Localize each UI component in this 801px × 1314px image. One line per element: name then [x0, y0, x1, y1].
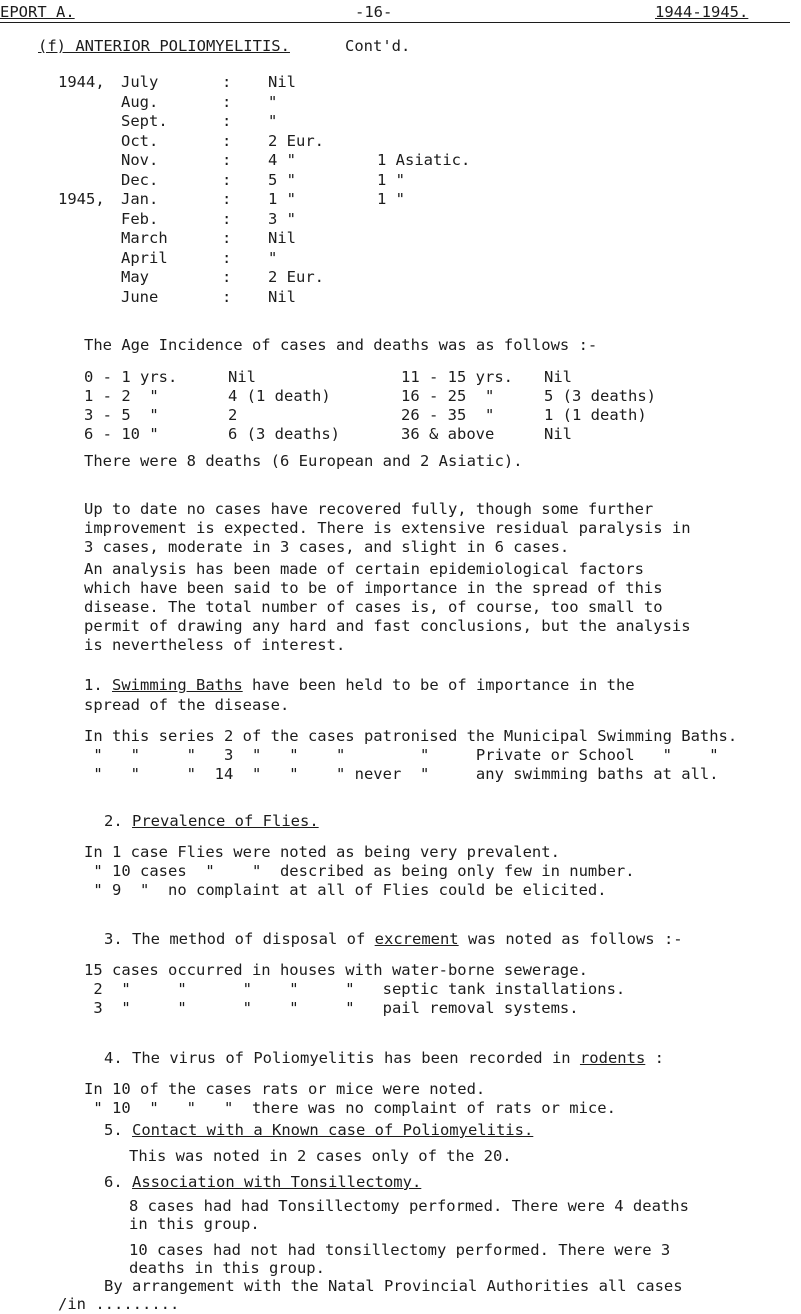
item3-row: 15 cases occurred in houses with water-borne sewerage.: [84, 961, 588, 979]
monthly-european: ": [268, 92, 278, 111]
analysis-line: which have been said to be of importance in the spread of this: [84, 579, 663, 597]
monthly-european: ": [268, 112, 278, 130]
item6-p2-line: deaths in this group.: [129, 1259, 325, 1277]
item1-line2: spread of the disease.: [84, 696, 290, 714]
item3-row: 3 " " " " " pail removal systems.: [84, 999, 579, 1017]
monthly-month: Dec.: [121, 170, 159, 189]
age-value: 4 (1 death): [228, 387, 331, 405]
catchword: /in .........: [58, 1295, 180, 1313]
age-intro: The Age Incidence of cases and deaths was as follows :-: [84, 336, 598, 354]
monthly-european: 1 ": [268, 190, 296, 208]
age-range: 6 - 10 ": [84, 425, 159, 443]
monthly-colon: :: [222, 268, 232, 286]
year-range: 1944-1945.: [655, 3, 749, 21]
section-title: (f) ANTERIOR POLIOMYELITIS.: [38, 37, 290, 55]
item1-heading-line: 1. Swimming Baths have been held to be of importance in the: [84, 676, 635, 694]
item3-heading: 3. The method of disposal of excrement was noted as follows :-: [104, 930, 683, 948]
recovery-line: Up to date no cases have recovered fully, though some further: [84, 500, 654, 518]
monthly-european: Nil: [268, 73, 296, 91]
recovery-line: improvement is expected. There is extensive residual paralysis in: [84, 519, 691, 537]
page-number: -16-: [355, 3, 393, 21]
footer-line: By arrangement with the Natal Provincial Authorities all cases: [104, 1277, 683, 1295]
age-range: 26 - 35 ": [401, 406, 495, 424]
monthly-colon: :: [222, 92, 232, 111]
age-range: 11 - 15 yrs.: [401, 368, 513, 386]
analysis-line: is nevertheless of interest.: [84, 636, 346, 654]
monthly-colon: :: [222, 229, 232, 247]
age-value: 6 (3 deaths): [228, 425, 340, 443]
item6-p1-line: in this group.: [129, 1215, 260, 1233]
item2-row: " 9 " no complaint at all of Flies could be elicited.: [84, 881, 607, 899]
monthly-colon: :: [222, 287, 232, 306]
item6-p2-line: 10 cases had not had tonsillectomy performed. There were 3: [129, 1241, 671, 1259]
item1-row: In this series 2 of the cases patronised the Municipal Swimming Baths.: [84, 727, 738, 745]
age-range: 36 & above: [401, 425, 495, 443]
item5-text: This was noted in 2 cases only of the 20.: [129, 1147, 512, 1165]
age-value: 1 (1 death): [544, 406, 647, 424]
monthly-european: Nil: [268, 287, 296, 306]
item6-p1-line: 8 cases had had Tonsillectomy performed. There were 4 deaths: [129, 1197, 689, 1215]
monthly-european: 4 ": [268, 151, 296, 169]
age-range: 3 - 5 ": [84, 406, 159, 424]
monthly-asiatic: 1 ": [377, 170, 405, 189]
item1-row: " " " 14 " " " never " any swimming baths at all.: [84, 765, 719, 783]
monthly-month: Aug.: [121, 92, 159, 111]
analysis-line: disease. The total number of cases is, of course, too small to: [84, 598, 663, 616]
monthly-month: Sept.: [121, 112, 168, 130]
item1-row: " " " 3 " " " " Private or School " ": [84, 746, 719, 764]
item3-row: 2 " " " " " septic tank installations.: [84, 980, 626, 998]
age-value: Nil: [544, 425, 572, 443]
monthly-colon: :: [222, 170, 232, 189]
monthly-month: Jan.: [121, 190, 159, 208]
monthly-colon: :: [222, 112, 232, 130]
analysis-line: An analysis has been made of certain epidemiological factors: [84, 560, 644, 578]
monthly-colon: :: [222, 131, 232, 150]
monthly-european: ": [268, 248, 278, 267]
monthly-european: 5 ": [268, 170, 296, 189]
monthly-month: April: [121, 248, 168, 267]
monthly-colon: :: [222, 151, 232, 169]
report-label: EPORT A.: [0, 3, 75, 21]
monthly-month: Oct.: [121, 131, 159, 150]
analysis-line: permit of drawing any hard and fast conclusions, but the analysis: [84, 617, 691, 635]
monthly-month: Feb.: [121, 209, 159, 228]
monthly-year: 1945,: [58, 190, 105, 208]
age-value: 2: [228, 406, 238, 424]
header-rule: [0, 22, 790, 23]
item6-heading: 6. Association with Tonsillectomy.: [104, 1173, 422, 1191]
item2-heading: 2. Prevalence of Flies.: [104, 812, 319, 830]
monthly-asiatic: 1 ": [377, 190, 405, 208]
item2-row: " 10 cases " " described as being only few in number.: [84, 862, 635, 880]
monthly-european: 2 Eur.: [268, 268, 324, 286]
recovery-line: 3 cases, moderate in 3 cases, and slight in 6 cases.: [84, 538, 570, 556]
monthly-month: March: [121, 229, 168, 247]
monthly-month: July: [121, 73, 159, 91]
monthly-month: Nov.: [121, 151, 159, 169]
monthly-european: Nil: [268, 229, 296, 247]
item4-row: In 10 of the cases rats or mice were noted.: [84, 1080, 486, 1098]
age-range: 1 - 2 ": [84, 387, 159, 405]
age-value: 5 (3 deaths): [544, 387, 656, 405]
monthly-european: 3 ": [268, 209, 296, 228]
item5-heading: 5. Contact with a Known case of Poliomyelitis.: [104, 1121, 534, 1139]
age-range: 0 - 1 yrs.: [84, 368, 178, 386]
monthly-month: June: [121, 287, 159, 306]
age-value: Nil: [544, 368, 572, 386]
monthly-european: 2 Eur.: [268, 131, 324, 150]
item4-heading: 4. The virus of Poliomyelitis has been recorded in rodents :: [104, 1049, 664, 1067]
age-range: 16 - 25 ": [401, 387, 495, 405]
age-value: Nil: [228, 368, 256, 386]
monthly-colon: :: [222, 73, 232, 91]
monthly-asiatic: 1 Asiatic.: [377, 151, 471, 169]
monthly-year: 1944,: [58, 73, 105, 91]
deaths-summary: There were 8 deaths (6 European and 2 Asiatic).: [84, 452, 523, 470]
monthly-colon: :: [222, 190, 232, 208]
monthly-colon: :: [222, 248, 232, 267]
monthly-colon: :: [222, 209, 232, 228]
item4-row: " 10 " " " there was no complaint of rats or mice.: [84, 1099, 616, 1117]
item2-row: In 1 case Flies were noted as being very prevalent.: [84, 843, 560, 861]
cont-label: Cont'd.: [345, 37, 411, 55]
monthly-month: May: [121, 268, 149, 286]
